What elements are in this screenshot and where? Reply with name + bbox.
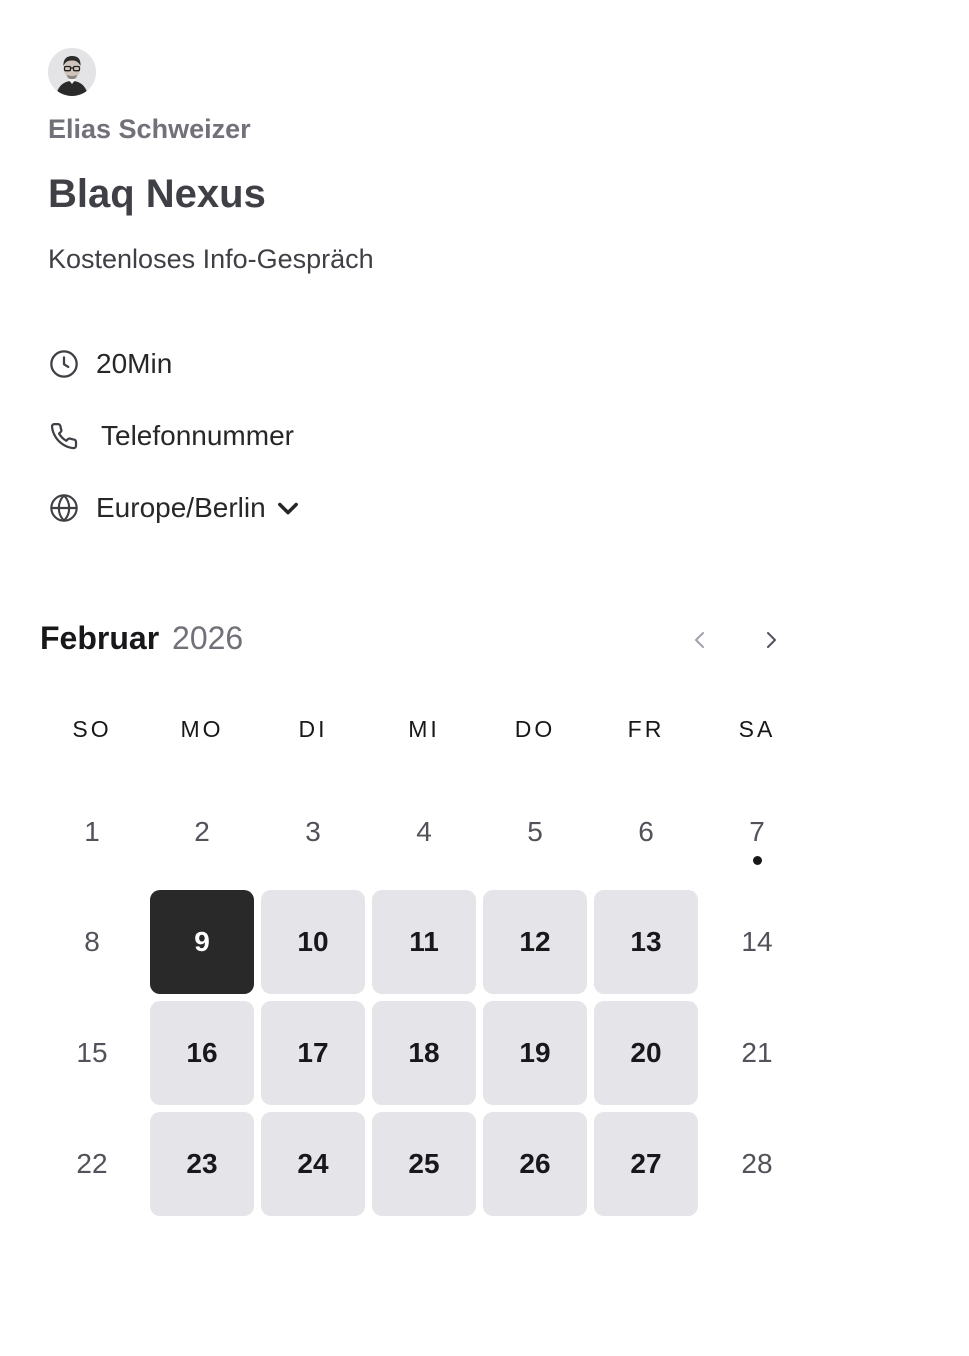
day-label: 11 (409, 926, 439, 957)
chevron-right-icon (759, 628, 783, 652)
avatar-portrait-icon (48, 48, 96, 96)
day-label: 13 (630, 926, 662, 957)
day-label: 14 (741, 926, 773, 957)
weekday-sa: SA (738, 716, 776, 742)
day-label: 22 (76, 1148, 108, 1179)
day-label: 23 (186, 1148, 218, 1179)
weekday-do: DO (514, 716, 556, 742)
weekday-di: DI (298, 716, 328, 742)
day-label: 3 (305, 816, 321, 847)
day-24[interactable] (261, 1112, 365, 1216)
month-year: 2026 (172, 620, 244, 656)
day-1 (40, 780, 144, 884)
day-label: 5 (527, 816, 543, 847)
day-2 (150, 780, 254, 884)
day-label: 17 (297, 1037, 329, 1068)
day-19[interactable] (483, 1001, 587, 1105)
day-26[interactable] (483, 1112, 587, 1216)
event-title: Blaq Nexus (48, 172, 266, 216)
day-label: 24 (297, 1148, 329, 1179)
weekday-mi: MI (408, 716, 440, 742)
day-label: 4 (416, 816, 432, 847)
day-label: 1 (84, 816, 100, 847)
day-4 (372, 780, 476, 884)
day-13[interactable] (594, 890, 698, 994)
location-label: Telefonnummer (101, 420, 294, 451)
day-label: 6 (638, 816, 654, 847)
day-3 (261, 780, 365, 884)
day-9[interactable] (150, 890, 254, 994)
day-label: 16 (186, 1037, 218, 1068)
day-label: 19 (519, 1037, 551, 1068)
day-10[interactable] (261, 890, 365, 994)
day-label: 21 (741, 1037, 773, 1068)
day-5 (483, 780, 587, 884)
day-14 (705, 890, 809, 994)
day-18[interactable] (372, 1001, 476, 1105)
day-label: 20 (630, 1037, 662, 1068)
day-label: 27 (630, 1148, 662, 1179)
next-month-button[interactable] (751, 620, 791, 660)
day-label: 28 (741, 1148, 773, 1179)
event-description: Kostenloses Info-Gespräch (48, 244, 374, 274)
day-11[interactable] (372, 890, 476, 994)
day-label: 26 (519, 1148, 551, 1179)
day-label: 2 (194, 816, 210, 847)
phone-icon (48, 420, 80, 452)
day-label: 25 (408, 1148, 440, 1179)
globe-icon (48, 492, 80, 524)
day-7 (705, 780, 809, 884)
day-label: 10 (297, 926, 329, 957)
day-16[interactable] (150, 1001, 254, 1105)
day-28 (705, 1112, 809, 1216)
duration-row (48, 344, 172, 384)
today-indicator (753, 856, 762, 865)
day-20[interactable] (594, 1001, 698, 1105)
day-label: 8 (84, 926, 100, 957)
host-name: Elias Schweizer (48, 114, 251, 144)
day-15 (40, 1001, 144, 1105)
host-avatar (48, 48, 96, 96)
weekday-fr: FR (627, 716, 665, 742)
day-label: 7 (749, 816, 765, 847)
day-25[interactable] (372, 1112, 476, 1216)
duration-label: 20Min (96, 348, 173, 379)
chevron-left-icon (688, 628, 712, 652)
month-name: Februar (40, 620, 160, 656)
day-23[interactable] (150, 1112, 254, 1216)
day-21 (705, 1001, 809, 1105)
day-27[interactable] (594, 1112, 698, 1216)
day-22 (40, 1112, 144, 1216)
day-label: 18 (408, 1037, 440, 1068)
day-8 (40, 890, 144, 994)
timezone-label: Europe/Berlin (96, 492, 266, 523)
day-6 (594, 780, 698, 884)
month-header (40, 620, 243, 657)
weekday-mo: MO (180, 716, 224, 742)
day-label: 9 (194, 926, 210, 957)
day-label: 15 (76, 1037, 108, 1068)
day-17[interactable] (261, 1001, 365, 1105)
timezone-select[interactable] (48, 488, 302, 528)
weekday-so: SO (72, 716, 112, 742)
location-row (48, 416, 294, 456)
chevron-down-icon[interactable] (274, 494, 302, 522)
day-12[interactable] (483, 890, 587, 994)
day-label: 12 (519, 926, 551, 957)
prev-month-button[interactable] (680, 620, 720, 660)
clock-icon (48, 348, 80, 380)
